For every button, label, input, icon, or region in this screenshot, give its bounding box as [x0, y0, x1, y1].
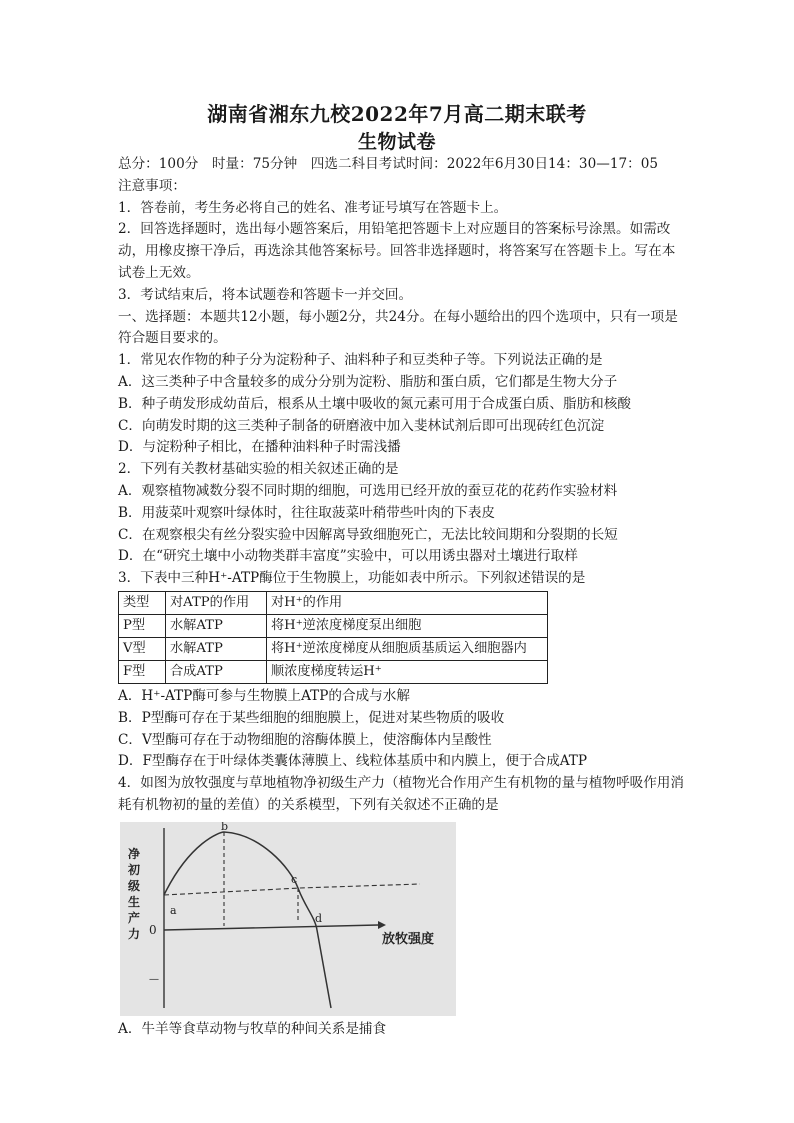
option: B．P型酶可存在于某些细胞的细胞膜上，促进对某些物质的吸收	[118, 709, 505, 726]
table-cell: 将H⁺逆浓度梯度从细胞质基质运入细胞器内	[267, 637, 548, 660]
table-cell: P型	[119, 614, 166, 637]
table-header-cell: 类型	[119, 591, 166, 614]
notice-item: 2．回答选择题时，选出每小题答案后，用铅笔把答题卡上对应题目的答案标号涂黑。如需改动，用橡皮擦干净后，再选涂其他答案标号。回答非选择题时，将答案写在答题卡上。写在本试卷上无效。	[118, 221, 676, 281]
table-cell: 顺浓度梯度转运H⁺	[267, 660, 548, 683]
option: B．种子萌发形成幼苗后，根系从土壤中吸收的氮元素可用于合成蛋白质、脂肪和核酸	[118, 395, 631, 412]
point-label-d: d	[315, 911, 323, 925]
section-heading: 一、选择题：本题共12小题，每小题2分，共24分。在每小题给出的四个选项中，只有一项是符合题目要求的。	[118, 308, 678, 347]
table-row	[119, 614, 548, 637]
option: C．向萌发时期的这三类种子制备的研磨液中加入斐林试剂后即可出现砖红色沉淀	[118, 417, 605, 434]
option: A．H⁺-ATP酶可参与生物膜上ATP的合成与水解	[118, 687, 410, 704]
exam-body	[118, 154, 684, 1041]
question-stem: 4．如图为放牧强度与草地植物净初级生产力（植物光合作用产生有机物的量与植物呼吸作用消耗有机物初的量的差值）的关系模型，下列有关叙述不正确的是	[118, 775, 684, 813]
table-header-cell: 对H⁺的作用	[267, 591, 548, 614]
option: B．用菠菜叶观察叶绿体时，往往取菠菜叶稍带些叶肉的下表皮	[118, 504, 496, 521]
exam-title: 湖南省湘东九校2022年7月高二期末联考	[207, 102, 587, 126]
option: A．这三类种子中含量较多的成分分别为淀粉、脂肪和蛋白质，它们都是生物大分子	[118, 373, 618, 390]
question-stem: 1．常见农作物的种子分为淀粉种子、油料种子和豆类种子等。下列说法正确的是	[118, 352, 603, 369]
table-cell: 水解ATP	[166, 637, 267, 660]
y-axis-label-char: 力	[128, 926, 141, 941]
grazing-productivity-figure	[120, 822, 456, 1016]
option: A．牛羊等食草动物与牧草的种间关系是捕食	[118, 1020, 387, 1037]
option: C．在观察根尖有丝分裂实验中因解离导致细胞死亡，无法比较间期和分裂期的长短	[118, 526, 618, 543]
y-axis-label-char: 净	[128, 846, 141, 861]
y-axis-label-char: 产	[128, 910, 141, 925]
y-axis-label-char: 生	[128, 894, 141, 909]
exam-info: 总分：100分 时量：75分钟 四选二科目考试时间：2022年6月30日14：30—17：05	[118, 156, 659, 172]
exam-subtitle: 生物试卷	[357, 131, 436, 153]
table-header-row	[119, 591, 548, 614]
y-axis-label-char: 级	[128, 878, 141, 893]
table-cell: F型	[119, 660, 166, 683]
table-cell: 合成ATP	[166, 660, 267, 683]
option: A．观察植物减数分裂不同时期的细胞，可选用已经开放的蚕豆花的花药作实验材料	[118, 482, 618, 499]
table-cell: 水解ATP	[166, 614, 267, 637]
point-label-a: a	[170, 903, 177, 917]
question-stem: 3．下表中三种H⁺-ATP酶位于生物膜上，功能如表中所示。下列叙述错误的是	[118, 570, 586, 587]
atpase-table	[118, 591, 548, 684]
notice-item: 1．答卷前，考生务必将自己的姓名、准考证号填写在答题卡上。	[118, 199, 508, 216]
y-axis-label-char: 初	[128, 862, 141, 877]
option: D．在“研究土壤中小动物类群丰富度”实验中，可以用诱虫器对土壤进行取样	[118, 548, 578, 565]
notice-heading: 注意事项：	[118, 177, 186, 194]
question-stem: 2．下列有关教材基础实验的相关叙述正确的是	[118, 461, 399, 478]
table-cell: 将H⁺逆浓度梯度泵出细胞	[267, 614, 548, 637]
option: C．V型酶可存在于动物细胞的溶酶体膜上，使溶酶体内呈酸性	[118, 731, 492, 748]
x-axis-label: 放牧强度	[382, 931, 435, 947]
table-cell: V型	[119, 637, 166, 660]
point-label-c: c	[291, 872, 298, 886]
notice-item: 3．考试结束后，将本试题卷和答题卡一并交回。	[118, 286, 413, 303]
option: D．F型酶存在于叶绿体类囊体薄膜上、线粒体基质中和内膜上，便于合成ATP	[118, 753, 588, 770]
minus-label: —	[149, 973, 159, 985]
table-row	[119, 637, 548, 660]
option: D．与淀粉种子相比，在播种油料种子时需浅播	[118, 439, 401, 456]
table-row	[119, 660, 548, 683]
point-label-b: b	[221, 821, 229, 833]
table-header-cell: 对ATP的作用	[166, 591, 267, 614]
figure-svg	[120, 822, 456, 1016]
zero-label: 0	[149, 922, 157, 937]
figure-background	[120, 822, 456, 1016]
